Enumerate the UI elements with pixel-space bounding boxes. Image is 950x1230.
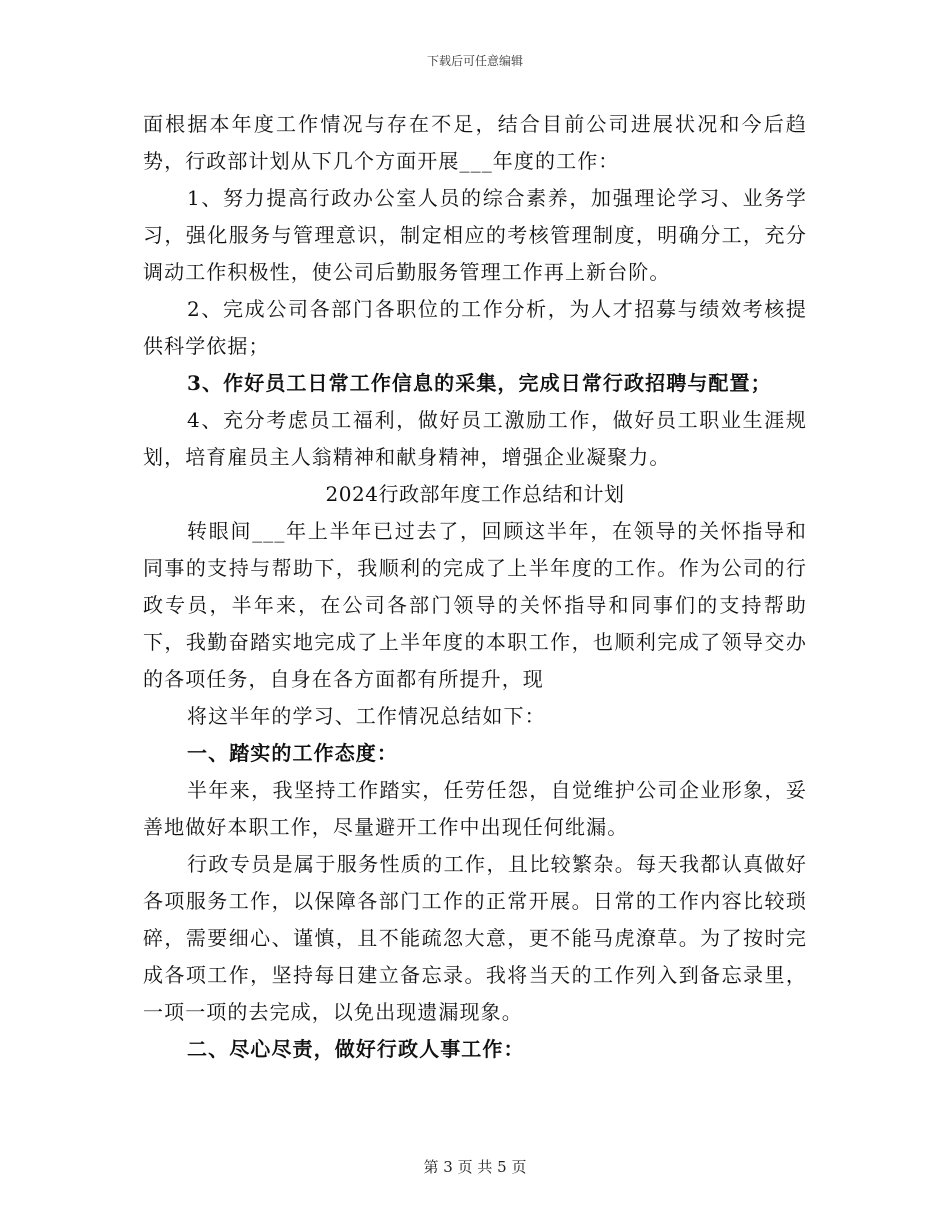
paragraph-plan-item-4: 4、充分考虑员工福利，做好员工激励工作，做好员工职业生涯规划，培育雇员主人翁精神和献身精神，增强企业凝聚力。 xyxy=(143,408,807,469)
paragraph-attitude: 半年来，我坚持工作踏实，任劳任怨，自觉维护公司企业形象，妥善地做好本职工作，尽量避开工作中出现任何纰漏。 xyxy=(143,778,807,839)
page-header: 下载后可任意编辑 xyxy=(426,54,523,68)
section-heading-2: 二、尽心尽责，做好行政人事工作： xyxy=(187,1037,525,1061)
paragraph-summary-intro: 转眼间___年上半年已过去了，回顾这半年，在领导的关怀指导和同事的支持与帮助下，我顺利的完成了上半年度的工作。作为公司的行政专员，半年来，在公司各部门领导的关怀指导和同事们的支持帮助下，我勤奋踏实地完成了上半年度的本职工作，也顺利完成了领导交办的各项任务，自身在各方面都有所提升，现 xyxy=(143,519,807,691)
paragraph-plan-item-2: 2、完成公司各部门各职位的工作分析，为人才招募与绩效考核提供科学依据； xyxy=(143,297,807,358)
paragraph-plan-item-3: 3、作好员工日常工作信息的采集，完成日常行政招聘与配置； xyxy=(187,371,772,395)
document-body xyxy=(143,106,807,1068)
paragraph-summary-lead: 将这半年的学习、工作情况总结如下： xyxy=(187,704,546,728)
section-heading-1: 一、踏实的工作态度： xyxy=(187,741,398,765)
paragraph-intro: 面根据本年度工作情况与存在不足，结合目前公司进展状况和今后趋势，行政部计划从下几个方面开展___年度的工作： xyxy=(143,112,807,173)
page-footer: 第 3 页 共 5 页 xyxy=(423,1158,527,1176)
paragraph-service-work: 行政专员是属于服务性质的工作，且比较繁杂。每天我都认真做好各项服务工作，以保障各部门工作的正常开展。日常的工作内容比较琐碎，需要细心、谨慎，且不能疏忽大意，更不能马虎潦草。为了按时完成各项工作，坚持每日建立备忘录。我将当天的工作列入到备忘录里，一项一项的去完成，以免出现遗漏现象。 xyxy=(143,852,807,1024)
paragraph-plan-item-1: 1、努力提高行政办公室人员的综合素养，加强理论学习、业务学习，强化服务与管理意识，制定相应的考核管理制度，明确分工，充分调动工作积极性，使公司后勤服务管理工作再上新台阶。 xyxy=(143,186,807,284)
document-title: 2024行政部年度工作总结和计划 xyxy=(325,482,625,506)
